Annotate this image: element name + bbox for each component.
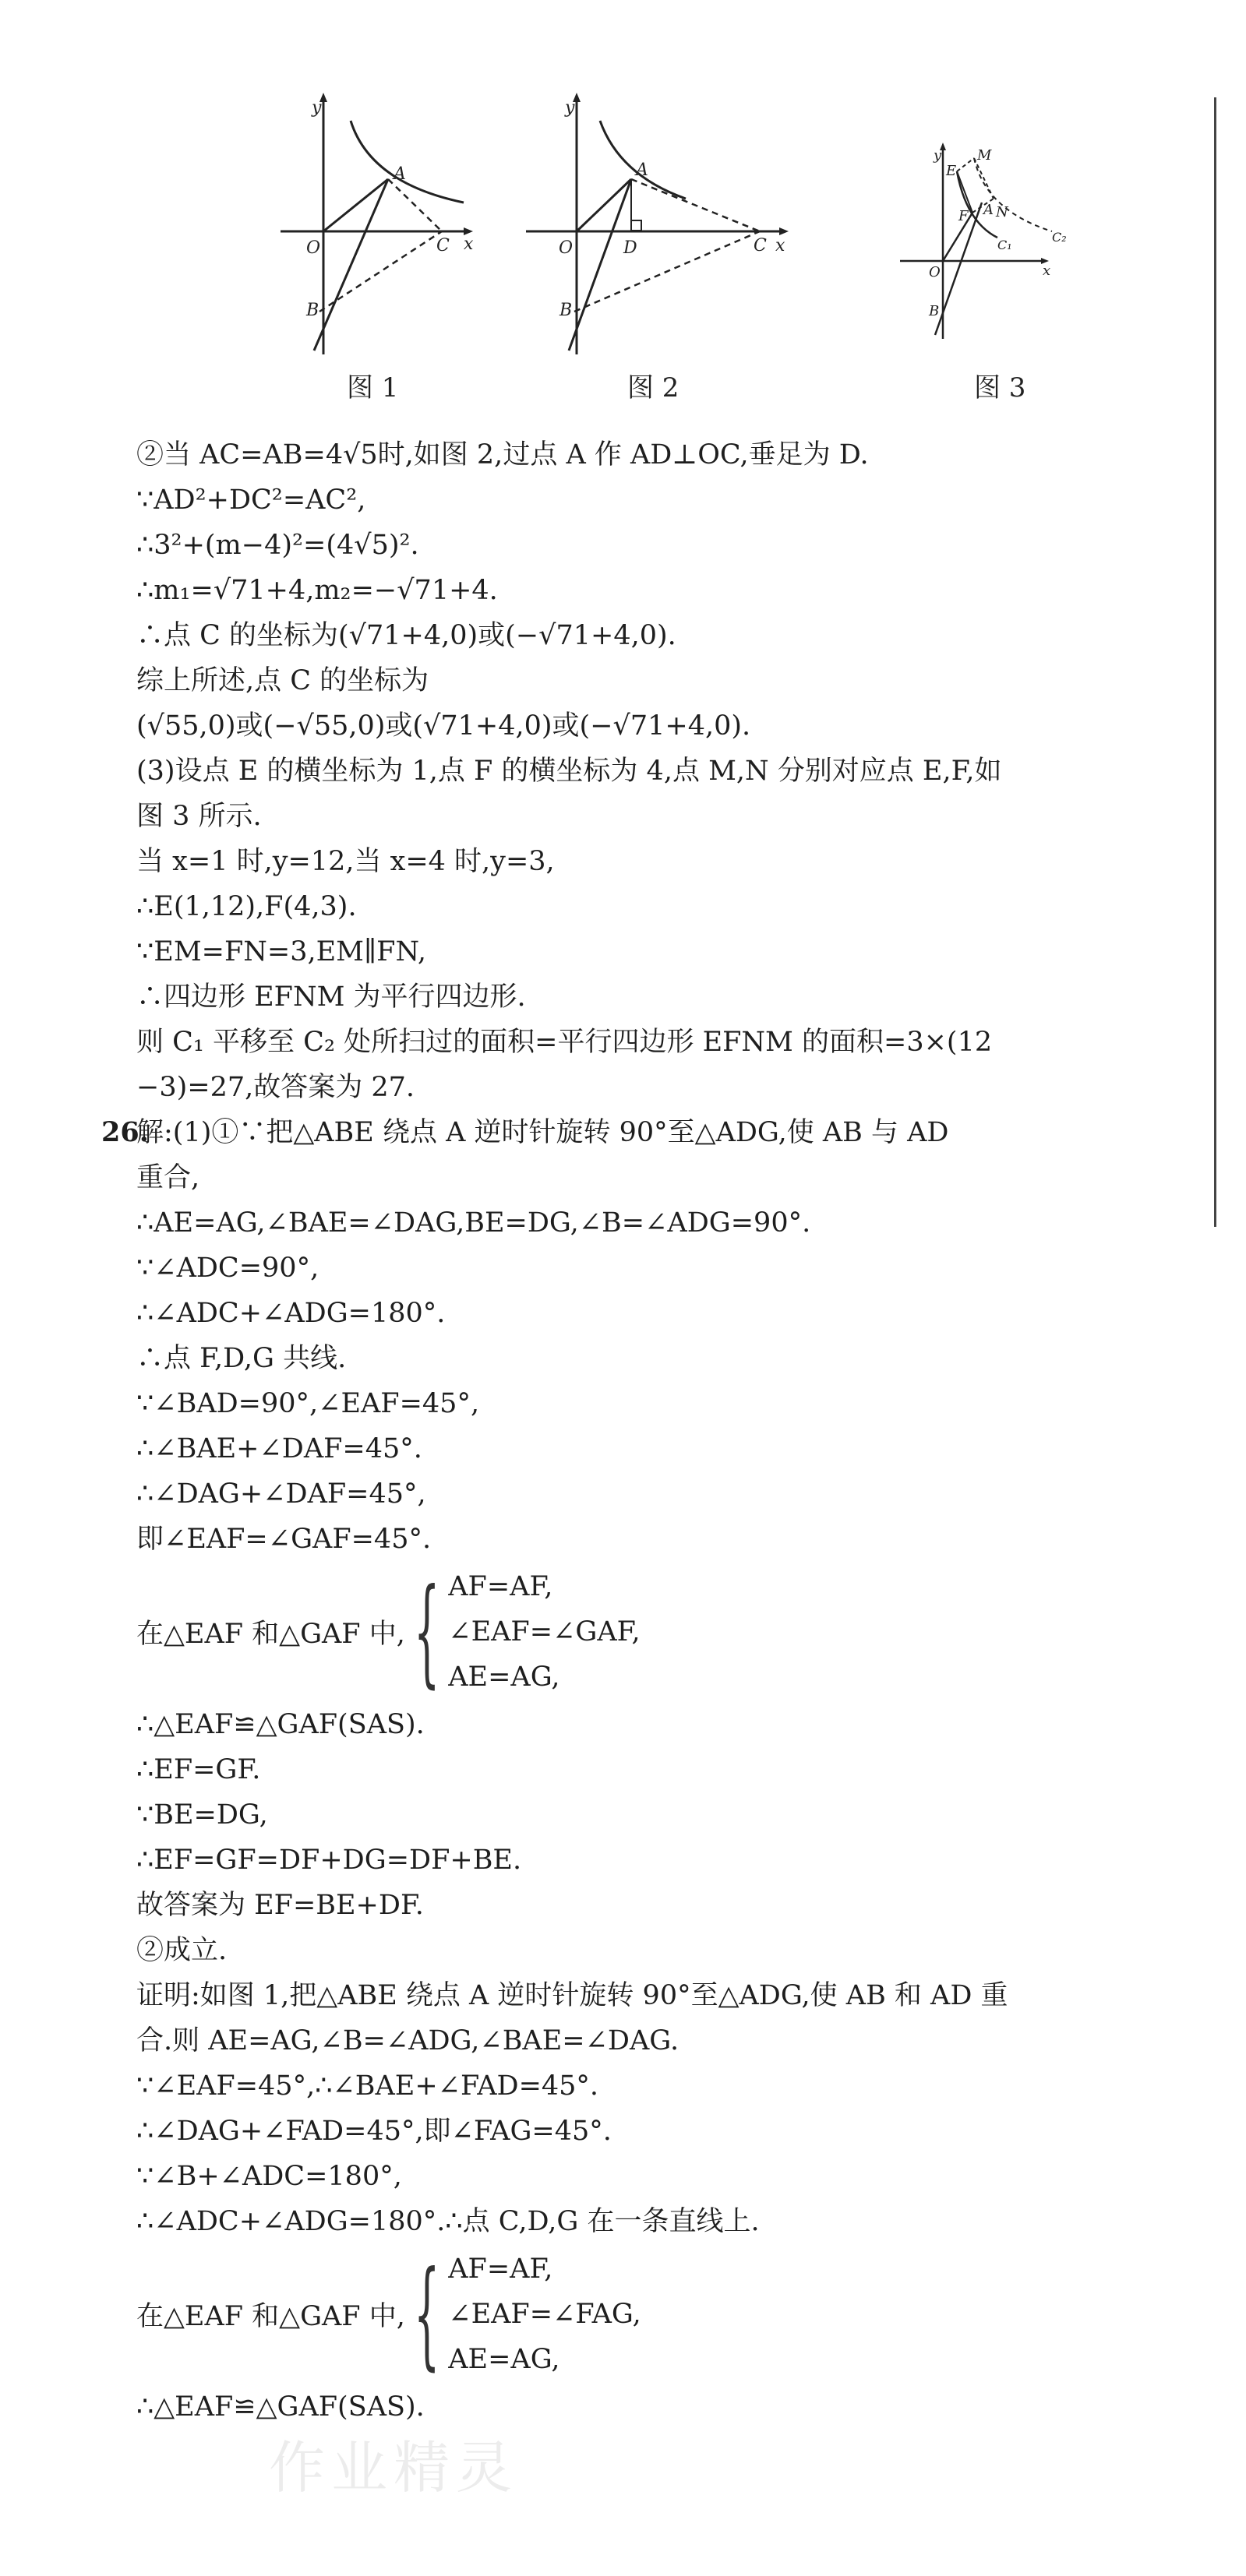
fig1-O-label: O — [306, 238, 321, 258]
text-line: 即∠EAF=∠GAF=45°. — [136, 1524, 432, 1555]
text-line: ∴EF=GF. — [136, 1754, 261, 1785]
text-line: ∴四边形 EFNM 为平行四边形. — [136, 981, 526, 1013]
text-line: 综上所述,点 C 的坐标为 — [136, 665, 429, 696]
watermark: 作业精灵 — [269, 2435, 519, 2500]
text-line: ∵AD²+DC²=AC², — [136, 485, 366, 516]
figure-1 — [277, 90, 479, 370]
text-line: ∴∠DAG+∠FAD=45°,即∠FAG=45°. — [136, 2116, 612, 2147]
fig2-C-label: C — [754, 236, 767, 255]
text-line: 则 C₁ 平移至 C₂ 处所扫过的面积=平行四边形 EFNM 的面积=3×(12 — [136, 1027, 993, 1058]
text-line: 重合, — [136, 1162, 200, 1193]
text-line: ∴3²+(m−4)²=(4√5)². — [136, 530, 419, 561]
figures-row — [0, 90, 1246, 425]
fig1-A-label: A — [394, 164, 406, 184]
text-line: ∵EM=FN=3,EM∥FN, — [136, 936, 426, 967]
text-line: ∴EF=GF=DF+DG=DF+BE. — [136, 1845, 522, 1876]
figure-1-caption: 图 1 — [347, 372, 399, 403]
system-prefix: 在△EAF 和△GAF 中, — [136, 1619, 405, 1650]
figure-2-caption: 图 2 — [627, 372, 679, 403]
question-26-first-line: 解:(1)①∵把△ABE 绕点 A 逆时针旋转 90°至△ADG,使 AB 与 AD — [136, 1117, 949, 1148]
text-line: −3)=27,故答案为 27. — [136, 1072, 415, 1103]
left-brace: { — [413, 1564, 440, 1700]
fig2-x-label: x — [775, 236, 785, 255]
fig1-B-label: B — [306, 301, 319, 320]
system-row: ∠EAF=∠FAG, — [448, 2299, 641, 2330]
fig3-C2-label: C₂ — [1052, 230, 1067, 245]
text-line: ②当 AC=AB=4√5时,如图 2,过点 A 作 AD⊥OC,垂足为 D. — [136, 439, 869, 470]
text-line: ∵∠BAD=90°,∠EAF=45°, — [136, 1388, 480, 1419]
system-row: ∠EAF=∠GAF, — [448, 1616, 641, 1647]
fig2-B-label: B — [559, 301, 573, 320]
text-line: ∵∠ADC=90°, — [136, 1253, 319, 1284]
fig2-y-label: y — [565, 98, 575, 118]
text-line: ∵∠B+∠ADC=180°, — [136, 2161, 402, 2192]
text-line: 合.则 AE=AG,∠B=∠ADG,∠BAE=∠DAG. — [136, 2025, 679, 2056]
text-line: ∴∠DAG+∠DAF=45°, — [136, 1478, 426, 1510]
text-line: ∴∠ADC+∠ADG=180°. — [136, 1298, 446, 1329]
system-row: AE=AG, — [448, 2344, 560, 2375]
text-line: ∴△EAF≌△GAF(SAS). — [136, 2391, 425, 2423]
system-row: AF=AF, — [448, 2254, 553, 2285]
text-line: ∴点 F,D,G 共线. — [136, 1343, 347, 1374]
fig3-M-label: M — [977, 147, 992, 164]
fig1-y-label: y — [312, 98, 322, 118]
fig3-y-label: y — [934, 147, 942, 164]
solution-text — [101, 432, 1223, 2430]
text-line: ∵∠EAF=45°,∴∠BAE+∠FAD=45°. — [136, 2070, 599, 2102]
text-line: 图 3 所示. — [136, 801, 262, 832]
fig3-E-label: E — [946, 163, 957, 179]
fig3-N-label: N — [996, 204, 1008, 220]
fig3-B-label: B — [929, 303, 940, 319]
fig3-x-label: x — [1043, 263, 1051, 279]
fig3-C1-label: C₁ — [997, 238, 1012, 252]
text-line: 故答案为 EF=BE+DF. — [136, 1890, 424, 1921]
fig2-O-label: O — [559, 238, 574, 258]
text-line: ∵BE=DG, — [136, 1799, 268, 1831]
fig2-A-label: A — [636, 160, 648, 180]
system-prefix: 在△EAF 和△GAF 中, — [136, 2301, 405, 2332]
text-line: 证明:如图 1,把△ABE 绕点 A 逆时针旋转 90°至△ADG,使 AB 和 AD 重 — [136, 1980, 1008, 2011]
figure-3 — [896, 136, 1114, 347]
text-line: ∴∠ADC+∠ADG=180°.∴点 C,D,G 在一条直线上. — [136, 2206, 760, 2237]
figure-3-caption: 图 3 — [974, 372, 1026, 403]
question-26-header — [101, 1110, 1223, 1155]
equation-system-1 — [136, 1562, 1223, 1702]
fig1-x-label: x — [464, 234, 474, 254]
text-line: (3)设点 E 的横坐标为 1,点 F 的横坐标为 4,点 M,N 分别对应点 E,F,如 — [136, 756, 1002, 787]
fig1-C-label: C — [436, 236, 450, 255]
equation-system-2 — [136, 2244, 1223, 2384]
fig2-D-label: D — [623, 238, 637, 258]
text-line: (√55,0)或(−√55,0)或(√71+4,0)或(−√71+4,0). — [136, 710, 751, 742]
figure-2 — [522, 90, 795, 370]
text-line: ②成立. — [136, 1935, 228, 1966]
fig3-O-label: O — [929, 264, 941, 280]
system-row: AF=AF, — [448, 1571, 553, 1602]
question-number: 26. — [101, 1116, 149, 1148]
fig3-F-label: F — [958, 208, 969, 224]
fig3-A-label: A — [983, 202, 994, 218]
text-line: ∴AE=AG,∠BAE=∠DAG,BE=DG,∠B=∠ADG=90°. — [136, 1207, 811, 1239]
text-line: ∴E(1,12),F(4,3). — [136, 891, 357, 922]
system-row: AE=AG, — [448, 1662, 560, 1693]
text-line: 当 x=1 时,y=12,当 x=4 时,y=3, — [136, 846, 555, 877]
text-line: ∴点 C 的坐标为(√71+4,0)或(−√71+4,0). — [136, 620, 676, 651]
text-line: ∴m₁=√71+4,m₂=−√71+4. — [136, 575, 498, 606]
left-brace: { — [413, 2247, 440, 2382]
text-line: ∴△EAF≌△GAF(SAS). — [136, 1709, 425, 1740]
text-line: ∴∠BAE+∠DAF=45°. — [136, 1433, 422, 1464]
